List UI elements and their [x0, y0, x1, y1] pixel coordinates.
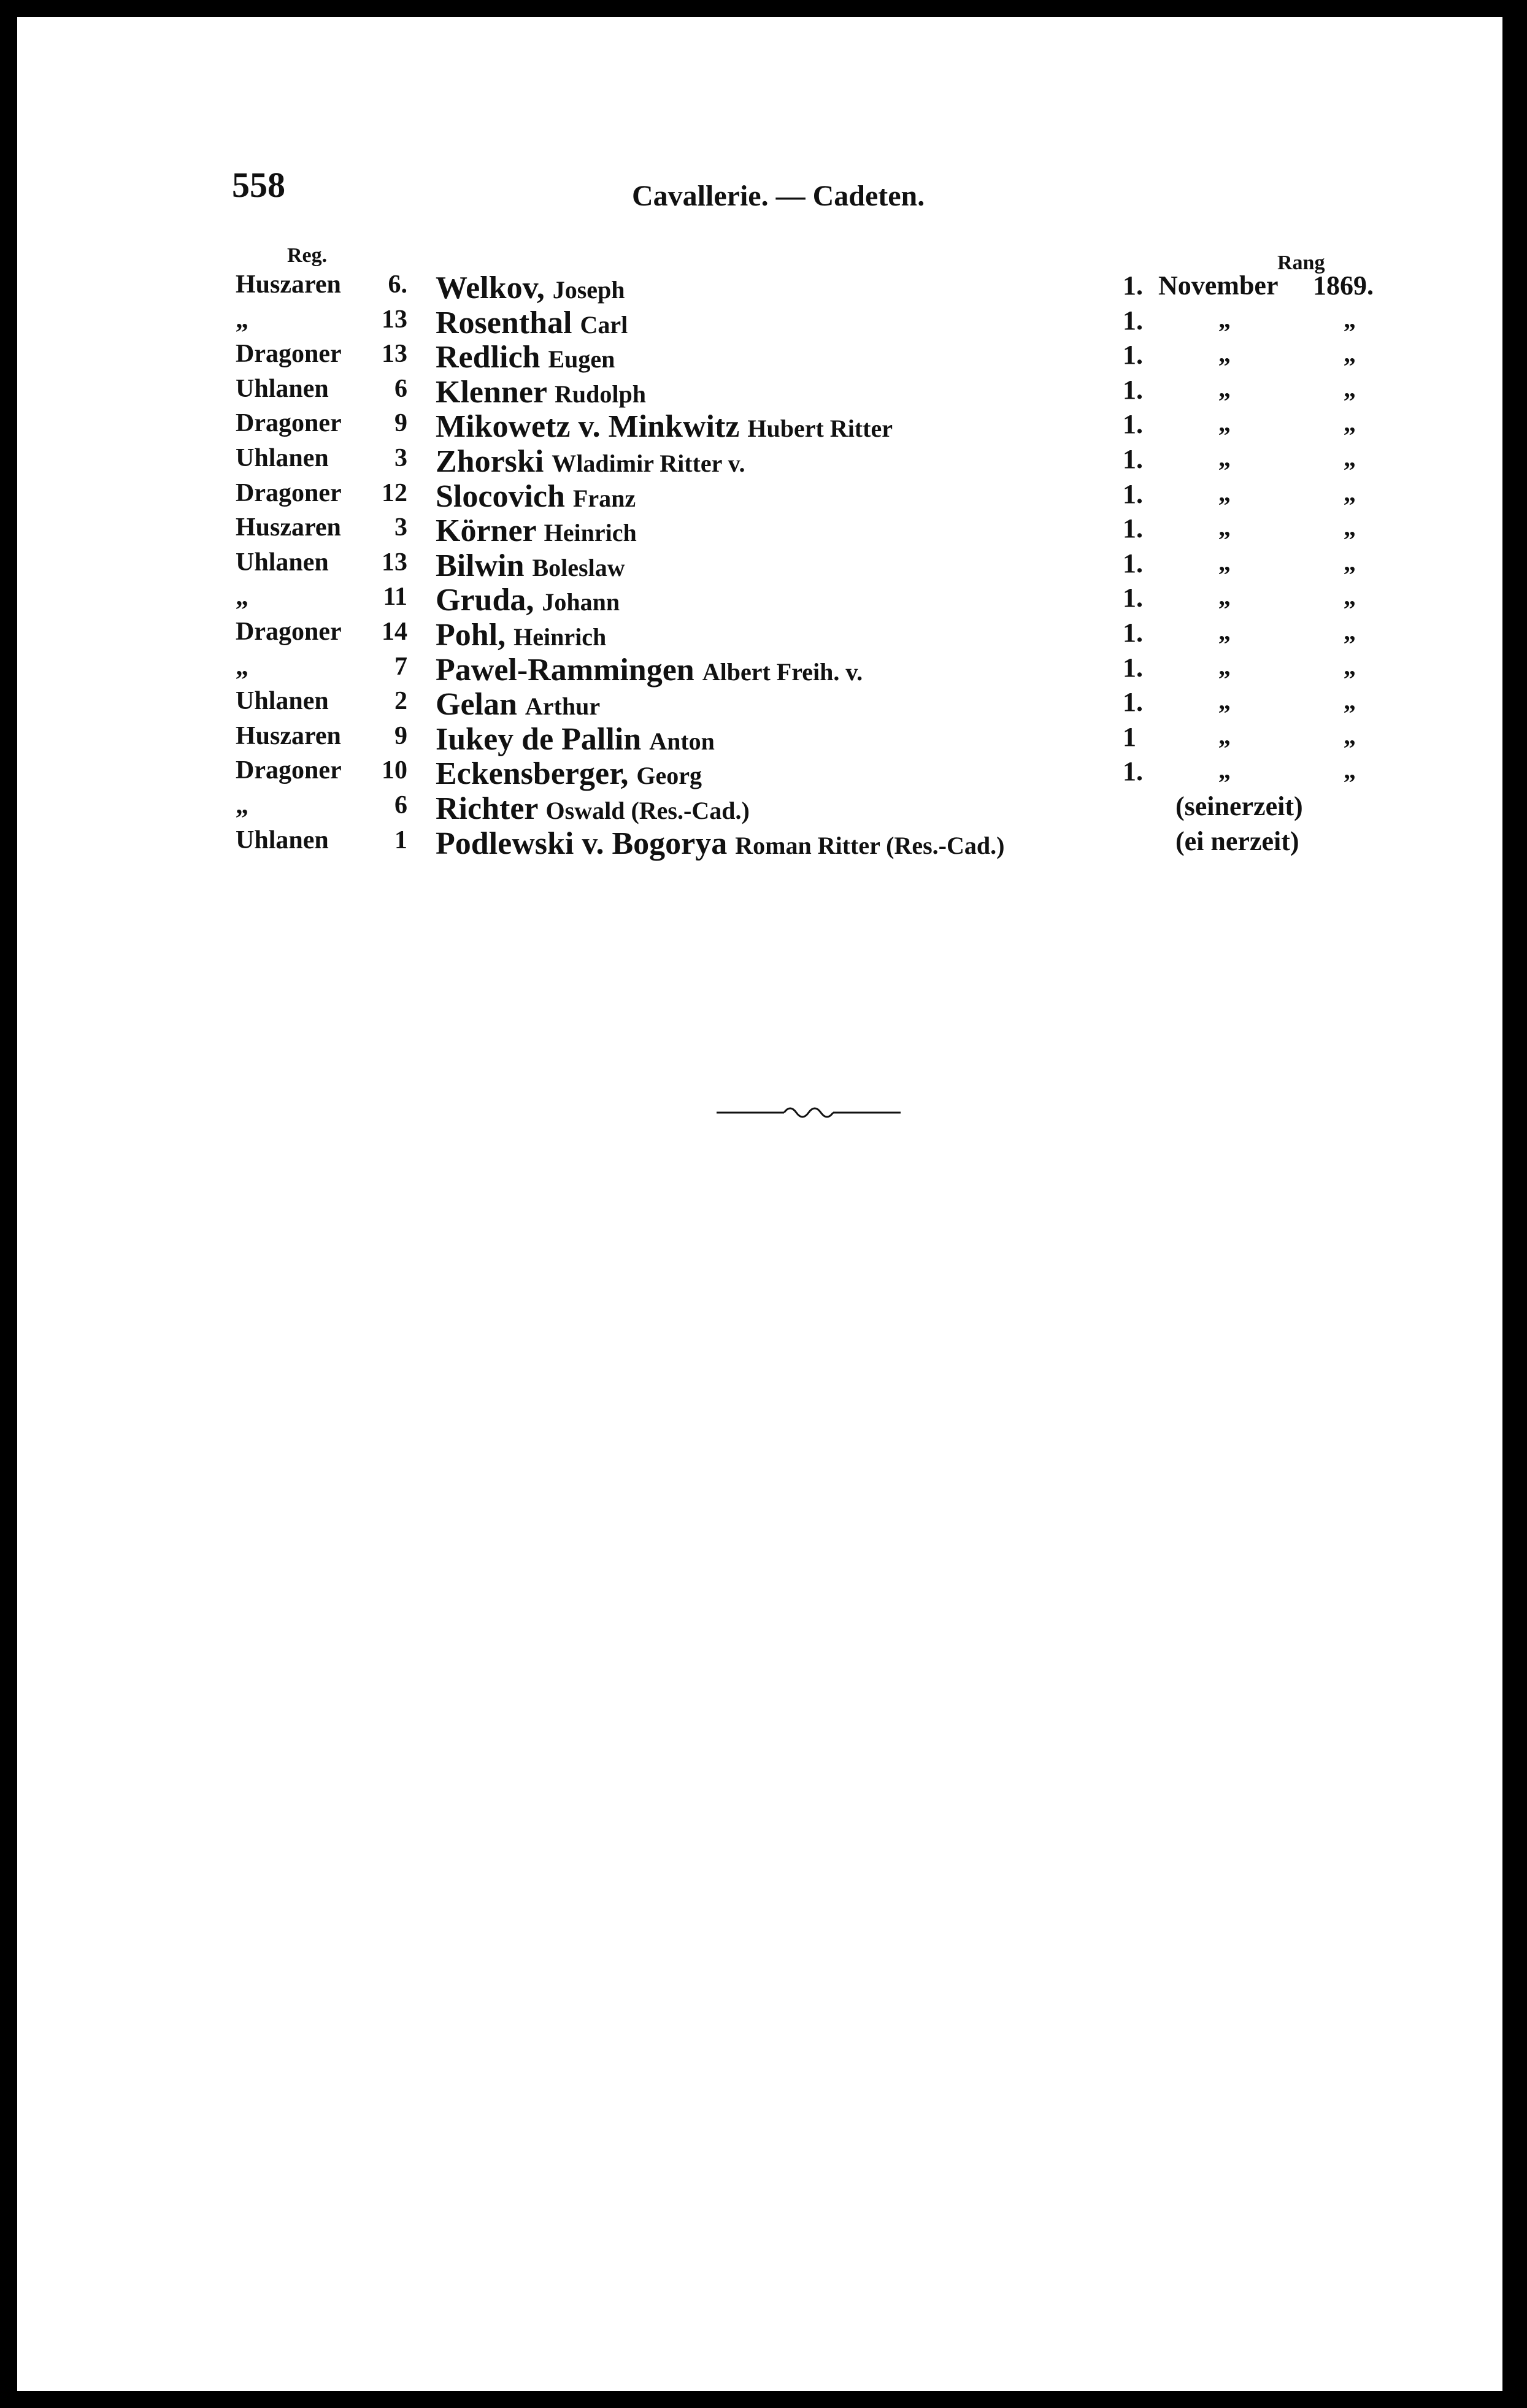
- regiment-number: 3: [394, 444, 407, 472]
- ditto-mark: „: [1344, 687, 1356, 715]
- list-item: [0, 756, 1527, 791]
- cadet-surname: Richter: [436, 791, 538, 826]
- rank-year: 1869.: [1313, 270, 1374, 301]
- regiment-number: 9: [394, 721, 407, 750]
- cadet-name: [436, 721, 715, 757]
- cadet-given-name: Eugen: [548, 345, 615, 374]
- cadet-name: [436, 305, 628, 341]
- regiment-type: Uhlanen: [236, 444, 329, 472]
- ditto-mark: „: [1218, 340, 1231, 368]
- page-number: 558: [232, 165, 285, 205]
- cadet-given-name: Albert Freih. v.: [702, 658, 863, 686]
- cadet-name: [436, 339, 615, 375]
- ditto-mark: „: [1218, 721, 1231, 750]
- cadet-given-name: Roman Ritter (Res.-Cad.): [735, 831, 1005, 859]
- regiment-number: 3: [394, 513, 407, 542]
- ditto-mark: „: [1218, 513, 1231, 542]
- ditto-mark: „: [1344, 305, 1356, 333]
- ditto-mark: „: [1218, 583, 1231, 611]
- regiment-number: 2: [394, 687, 407, 716]
- ditto-mark: „: [1344, 548, 1356, 576]
- regiment-type: Uhlanen: [236, 687, 329, 716]
- list-item: [0, 478, 1527, 513]
- cadet-given-name: Rudolph: [555, 380, 647, 408]
- ditto-mark: „: [1218, 444, 1231, 472]
- rank-note: (seinerzeit): [1175, 791, 1303, 821]
- cadet-given-name: Boleslaw: [532, 553, 625, 581]
- cadet-name: [436, 548, 625, 584]
- cadet-given-name: Georg: [636, 762, 702, 790]
- rang-column-header: Rang: [1277, 251, 1325, 274]
- cadet-name: [436, 513, 637, 549]
- cadet-surname: Zhorski: [436, 444, 544, 479]
- cadet-surname: Pawel-Rammingen: [436, 652, 694, 688]
- cadet-surname: Slocovich: [436, 478, 565, 514]
- cadet-name: [436, 582, 620, 618]
- list-item: [0, 339, 1527, 374]
- rank-day: 1.: [1123, 340, 1143, 370]
- cadet-surname: Iukey de Pallin: [436, 721, 642, 757]
- ditto-mark: „: [1218, 478, 1231, 507]
- ditto-mark: „: [1344, 583, 1356, 611]
- rank-day: 1.: [1123, 409, 1143, 440]
- rank-day: 1.: [1123, 548, 1143, 578]
- list-item: [0, 305, 1527, 340]
- cadet-given-name: Wladimir Ritter v.: [552, 450, 745, 477]
- list-item: [0, 408, 1527, 443]
- regiment-type: Uhlanen: [236, 548, 329, 577]
- regiment-number: 11: [383, 583, 407, 612]
- regiment-type: Uhlanen: [236, 826, 329, 854]
- ditto-mark: „: [1218, 409, 1231, 437]
- regiment-type: Dragoner: [236, 618, 342, 646]
- cadet-given-name: Arthur: [525, 692, 601, 721]
- rank-day: 1.: [1123, 305, 1143, 336]
- cadet-surname: Mikowetz v. Minkwitz: [436, 409, 740, 445]
- list-item: [0, 513, 1527, 548]
- cadet-surname: Gruda,: [436, 583, 534, 618]
- cadet-surname: Klenner: [436, 374, 547, 410]
- cadet-given-name: Heinrich: [544, 519, 637, 547]
- rank-day: 1.: [1123, 513, 1143, 544]
- ditto-mark: „: [1344, 513, 1356, 542]
- cadet-surname: Podlewski v. Bogorya: [436, 826, 728, 861]
- regiment-type: Dragoner: [236, 756, 342, 785]
- cadet-surname: Rosenthal: [436, 305, 572, 340]
- regiment-number: 14: [382, 618, 407, 646]
- regiment-type: Huszaren: [236, 721, 341, 750]
- regiment-number: 6.: [388, 270, 407, 299]
- cadet-given-name: Hubert Ritter: [747, 415, 893, 443]
- list-item: [0, 791, 1527, 826]
- ditto-mark: „: [1218, 756, 1231, 784]
- regiment-number: 1: [394, 826, 407, 854]
- ditto-mark: „: [1344, 409, 1356, 437]
- cadet-name: [436, 791, 750, 827]
- regiment-type: „: [236, 305, 248, 334]
- regiment-number: 7: [394, 652, 407, 681]
- regiment-type: Dragoner: [236, 409, 342, 438]
- ditto-mark: „: [1218, 374, 1231, 402]
- cadet-given-name: Oswald (Res.-Cad.): [545, 797, 750, 824]
- cadet-name: [436, 270, 625, 306]
- ditto-mark: „: [1344, 721, 1356, 750]
- running-head: Cavallerie. — Cadeten.: [632, 180, 925, 212]
- ditto-mark: „: [1344, 340, 1356, 368]
- cadet-name: [436, 374, 646, 410]
- regiment-number: 6: [394, 791, 407, 819]
- ditto-mark: „: [1218, 618, 1231, 645]
- cadet-name: [436, 408, 893, 445]
- cadet-name: [436, 478, 636, 515]
- ditto-mark: „: [1344, 374, 1356, 402]
- regiment-number: 6: [394, 374, 407, 403]
- rank-day: 1.: [1123, 687, 1143, 718]
- rank-day: 1.: [1123, 652, 1143, 683]
- reg-column-header: Reg.: [287, 244, 328, 267]
- ditto-mark: „: [1218, 548, 1231, 576]
- rank-day: 1.: [1123, 374, 1143, 405]
- cadet-name: [436, 826, 1004, 862]
- rank-day: 1.: [1123, 756, 1143, 787]
- regiment-number: 13: [382, 548, 407, 577]
- rank-day: 1.: [1123, 444, 1143, 474]
- regiment-type: Huszaren: [236, 513, 341, 542]
- rank-note: (ei nerzeit): [1175, 826, 1299, 856]
- regiment-type: Dragoner: [236, 478, 342, 507]
- cadet-name: [436, 652, 863, 688]
- cadet-name: [436, 617, 606, 653]
- regiment-type: Uhlanen: [236, 374, 329, 403]
- rank-month: November: [1158, 270, 1279, 301]
- regiment-type: „: [236, 583, 248, 612]
- cadet-surname: Welkov,: [436, 270, 545, 305]
- list-item: [0, 374, 1527, 409]
- rank-day: 1.: [1123, 583, 1143, 613]
- list-item: [0, 826, 1527, 861]
- regiment-type: Dragoner: [236, 340, 342, 369]
- cadet-surname: Eckensberger,: [436, 756, 629, 792]
- cadet-surname: Gelan: [436, 687, 517, 723]
- list-item: [0, 582, 1527, 617]
- regiment-type: Huszaren: [236, 270, 341, 299]
- cadet-name: [436, 756, 702, 792]
- regiment-number: 12: [382, 478, 407, 507]
- regiment-number: 13: [382, 340, 407, 369]
- regiment-type: „: [236, 791, 248, 819]
- cadet-given-name: Carl: [580, 310, 628, 339]
- list-item: [0, 270, 1527, 305]
- ditto-mark: „: [1344, 478, 1356, 507]
- list-item: [0, 721, 1527, 756]
- ditto-mark: „: [1344, 444, 1356, 472]
- rank-day: 1: [1123, 721, 1136, 752]
- ditto-mark: „: [1344, 618, 1356, 645]
- cadet-given-name: Heinrich: [513, 623, 607, 651]
- cadet-surname: Bilwin: [436, 548, 525, 583]
- cadet-name: [436, 443, 745, 480]
- cadet-given-name: Joseph: [552, 276, 625, 304]
- ditto-mark: „: [1218, 652, 1231, 680]
- rank-day: 1.: [1123, 618, 1143, 648]
- ditto-mark: „: [1218, 687, 1231, 715]
- regiment-number: 13: [382, 305, 407, 334]
- cadet-given-name: Johann: [542, 588, 620, 616]
- cadet-surname: Pohl,: [436, 618, 506, 653]
- cadet-given-name: Anton: [649, 727, 715, 755]
- regiment-number: 10: [382, 756, 407, 785]
- cadet-given-name: Franz: [572, 484, 636, 512]
- cadet-surname: Redlich: [436, 340, 540, 375]
- ornament-divider: [717, 1099, 901, 1126]
- regiment-type: „: [236, 652, 248, 681]
- rank-day: 1.: [1123, 478, 1143, 509]
- rank-day: 1.: [1123, 270, 1143, 301]
- regiment-number: 9: [394, 409, 407, 438]
- ditto-mark: „: [1344, 652, 1356, 680]
- list-item: [0, 686, 1527, 721]
- ditto-mark: „: [1218, 305, 1231, 333]
- list-item: [0, 443, 1527, 478]
- ditto-mark: „: [1344, 756, 1356, 784]
- cadet-surname: Körner: [436, 513, 536, 549]
- list-item: [0, 617, 1527, 652]
- list-item: [0, 652, 1527, 687]
- list-item: [0, 548, 1527, 583]
- cadet-name: [436, 686, 600, 723]
